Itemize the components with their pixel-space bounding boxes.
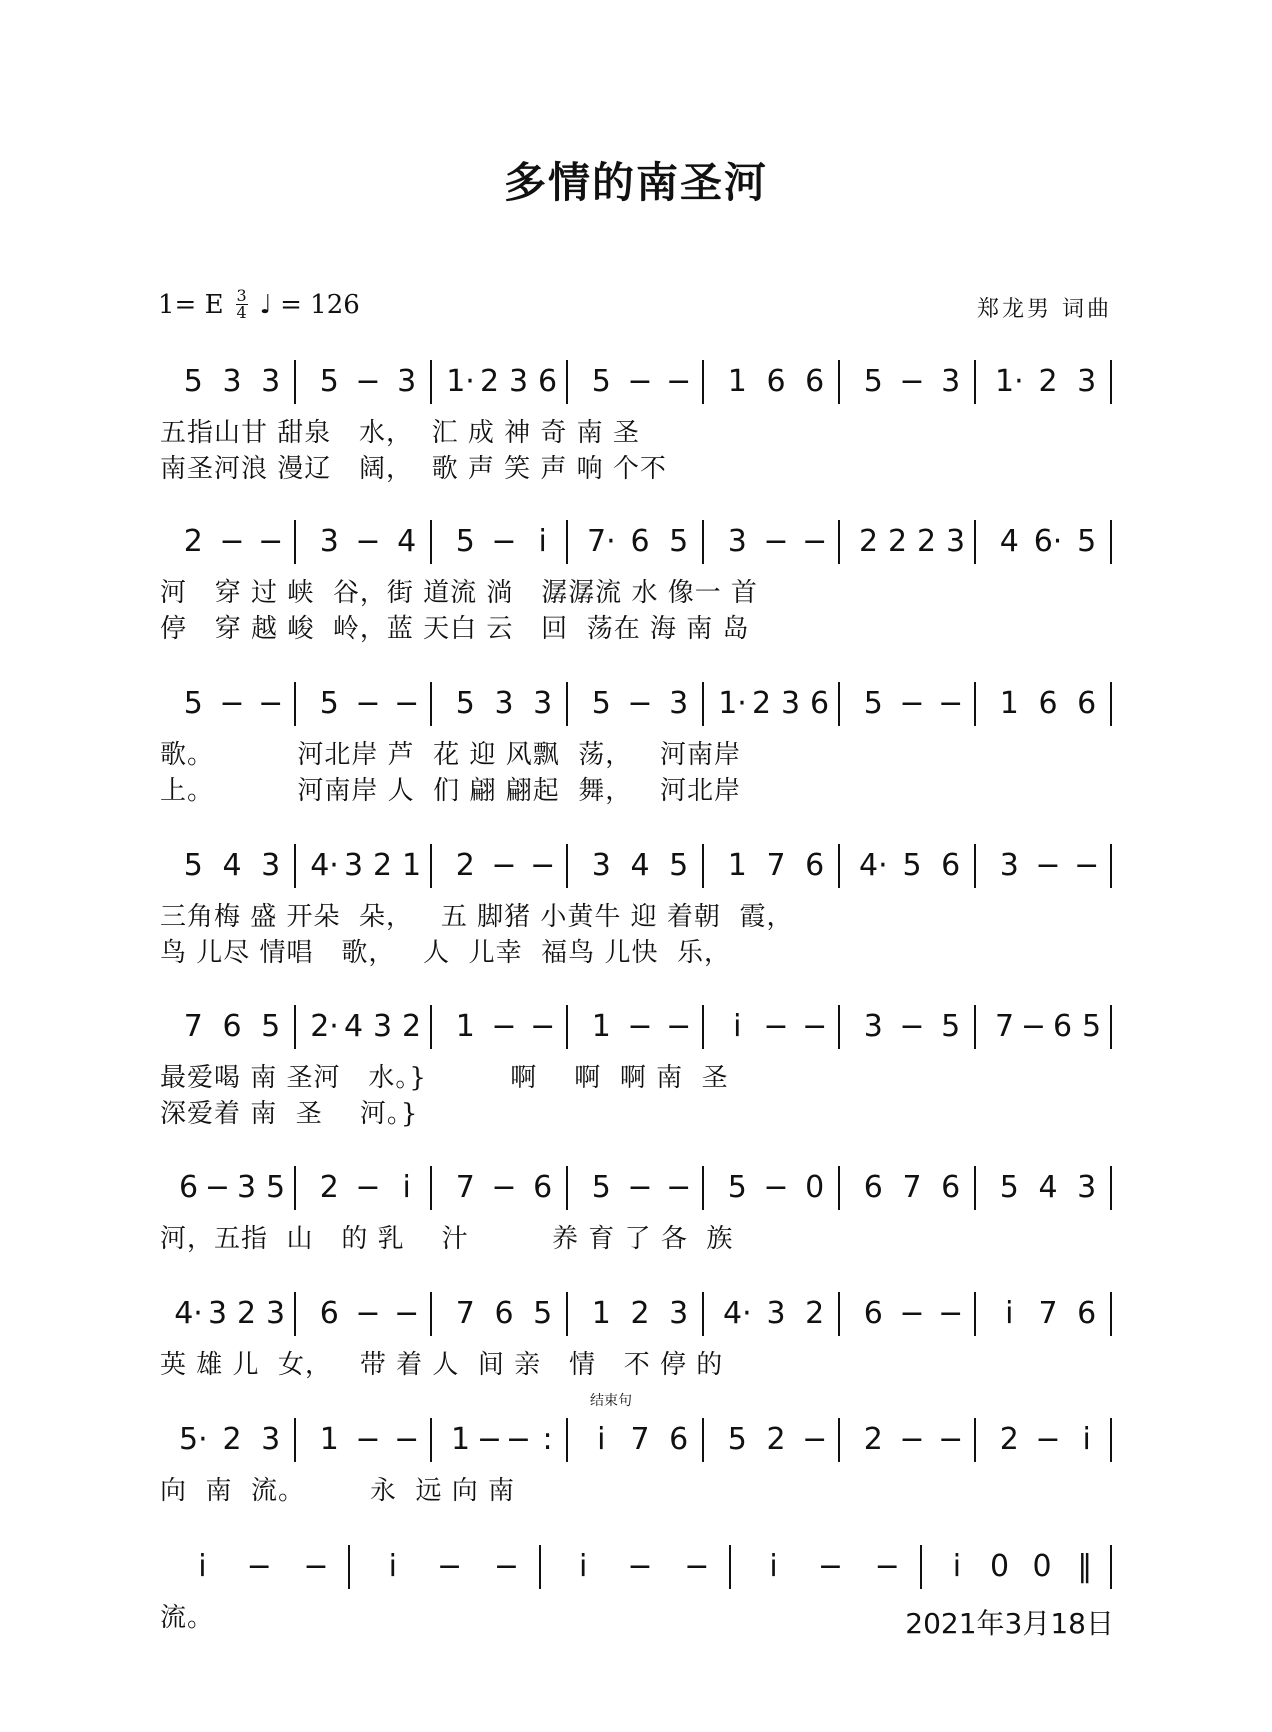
note-symbol: 5 xyxy=(727,1422,747,1457)
note-symbol: 2 xyxy=(401,1009,422,1044)
bar-line xyxy=(974,520,976,564)
note-symbol: 5 xyxy=(669,848,689,883)
note-symbol: 2 xyxy=(887,524,908,559)
note-symbol: − xyxy=(899,1009,925,1044)
note-symbol: i xyxy=(769,1549,778,1584)
bar-line xyxy=(294,682,296,726)
note-symbol: 5 xyxy=(941,1009,961,1044)
note-symbol: 5 xyxy=(183,364,203,399)
note-symbol: 5 xyxy=(183,848,203,883)
note-symbol: − xyxy=(355,364,381,399)
note-symbol: 5 xyxy=(1081,1009,1102,1044)
note-symbol: 3 xyxy=(261,1422,281,1457)
time-signature xyxy=(236,288,248,321)
note-symbol: 4 xyxy=(999,524,1019,559)
note-symbol: − xyxy=(1035,1422,1061,1457)
bar-line xyxy=(430,360,432,404)
note-symbol: − xyxy=(874,1549,900,1584)
note-symbol: 2 xyxy=(630,1296,650,1331)
note-symbol: 6 xyxy=(863,1296,883,1331)
note-symbol: 5 xyxy=(591,364,611,399)
note-symbol: 5 xyxy=(261,1009,281,1044)
note-symbol: i xyxy=(597,1422,606,1457)
note-symbol: 0 xyxy=(805,1170,825,1205)
note-symbol: 3 xyxy=(941,364,961,399)
bar-line xyxy=(1110,520,1112,564)
note-symbol: − xyxy=(355,524,381,559)
note-symbol: 2 xyxy=(751,686,772,721)
note-symbol: 5 xyxy=(455,686,475,721)
header-key-time-tempo xyxy=(158,288,360,321)
note-symbol: − xyxy=(437,1549,463,1584)
note-symbol: 5 xyxy=(727,1170,747,1205)
note-symbol: 1 xyxy=(591,1296,611,1331)
note-symbol: 3 xyxy=(494,686,514,721)
bar-line xyxy=(1110,1292,1112,1336)
note-symbol: 5 xyxy=(863,364,883,399)
lyric-line: 向 南 流。 永 远 向 南 xyxy=(160,1476,515,1506)
note-symbol: i xyxy=(388,1549,397,1584)
note-symbol: − xyxy=(666,1170,692,1205)
note-symbol: − xyxy=(1020,1009,1047,1044)
lyric-line: 停 穿 越 峻 岭，蓝 天白 云 回 荡在 海 南 岛 xyxy=(160,614,750,644)
note-symbol: 5 xyxy=(591,686,611,721)
note-symbol: − xyxy=(899,1296,925,1331)
note-symbol: 2 xyxy=(183,524,203,559)
bar-line xyxy=(294,1166,296,1210)
note-symbol: − xyxy=(666,364,692,399)
note-symbol: 6 xyxy=(178,1170,199,1205)
note-symbol: 5 xyxy=(319,686,339,721)
note-symbol: 4 xyxy=(343,1009,364,1044)
note-symbol: i xyxy=(402,1170,411,1205)
note-symbol: 1 xyxy=(450,1422,471,1457)
bar-line xyxy=(430,1418,432,1462)
note-symbol: − xyxy=(204,1170,231,1205)
note-symbol: 2 xyxy=(766,1422,786,1457)
note-symbol: 7· xyxy=(587,524,616,559)
bar-line xyxy=(430,1005,432,1049)
bar-line xyxy=(702,682,704,726)
song-title: 多情的南圣河 xyxy=(503,158,768,207)
note-symbol: − xyxy=(938,1296,964,1331)
lyric-line: 深爱着 南 圣 河。} xyxy=(160,1099,419,1129)
note-symbol: 2 xyxy=(455,848,475,883)
note-symbol: 6 xyxy=(809,686,830,721)
bar-line xyxy=(566,520,568,564)
bar-line xyxy=(838,520,840,564)
note-symbol: 3 xyxy=(945,524,966,559)
note-symbol: 3 xyxy=(533,686,553,721)
note-symbol: − xyxy=(394,1422,420,1457)
note-symbol: − xyxy=(394,686,420,721)
note-symbol: 3 xyxy=(727,524,747,559)
note-symbol: 3 xyxy=(222,364,242,399)
note-symbol: 4 xyxy=(630,848,650,883)
note-symbol: − xyxy=(1074,848,1100,883)
note-symbol: 2 xyxy=(479,364,500,399)
note-symbol: 6 xyxy=(533,1170,553,1205)
note-symbol: 3 xyxy=(780,686,801,721)
note-symbol: 2 xyxy=(863,1422,883,1457)
note-symbol: − xyxy=(491,848,517,883)
note-symbol: − xyxy=(491,1009,517,1044)
bar-line xyxy=(566,1418,568,1462)
tempo-marking: ♩ = 126 xyxy=(259,289,360,320)
note-symbol: 7 xyxy=(630,1422,650,1457)
bar-line xyxy=(566,1166,568,1210)
note-symbol: 4· xyxy=(859,848,888,883)
note-symbol: i xyxy=(579,1549,588,1584)
note-symbol: 6 xyxy=(319,1296,339,1331)
note-symbol: 6· xyxy=(1033,524,1063,559)
bar-line xyxy=(430,520,432,564)
lyric-line: 流。 xyxy=(160,1603,215,1633)
note-symbol: i xyxy=(1082,1422,1091,1457)
note-symbol: 3 xyxy=(766,1296,786,1331)
note-symbol: 3 xyxy=(591,848,611,883)
note-symbol: − xyxy=(394,1296,420,1331)
note-symbol: 3 xyxy=(236,1170,257,1205)
note-symbol: − xyxy=(219,686,245,721)
bar-line xyxy=(294,360,296,404)
note-symbol: 3 xyxy=(343,848,364,883)
bar-line xyxy=(838,844,840,888)
note-symbol: − xyxy=(1035,848,1061,883)
note-symbol: − xyxy=(763,524,789,559)
note-symbol: − xyxy=(666,1009,692,1044)
note-symbol: − xyxy=(355,1170,381,1205)
note-symbol: 6 xyxy=(941,1170,961,1205)
note-symbol: 3 xyxy=(319,524,339,559)
lyric-line: 上。 河南岸 人 们 翩 翩起 舞， 河北岸 xyxy=(160,776,742,806)
note-symbol: i xyxy=(1005,1296,1014,1331)
bar-line xyxy=(1110,1418,1112,1462)
bar-line xyxy=(974,1005,976,1049)
bar-line xyxy=(702,520,704,564)
note-symbol: 4 xyxy=(222,848,242,883)
note-symbol: 3 xyxy=(1077,1170,1097,1205)
notes-line xyxy=(160,1418,1112,1468)
note-symbol: 5· xyxy=(179,1422,208,1457)
note-symbol: 2 xyxy=(319,1170,339,1205)
note-symbol: 6 xyxy=(1077,1296,1097,1331)
note-symbol: − xyxy=(303,1549,329,1584)
lyric-line: 三角梅 盛 开朵 朵， 五 脚猪 小黄牛 迎 着朝 霞， xyxy=(160,902,794,932)
bar-line xyxy=(838,1418,840,1462)
bar-line xyxy=(1110,1545,1112,1589)
note-symbol: i xyxy=(952,1549,962,1584)
note-symbol: 3 xyxy=(207,1296,228,1331)
lyric-line: 河，五指 山 的 乳 汁 养 育 了 各 族 xyxy=(160,1224,734,1254)
note-symbol: 1· xyxy=(446,364,475,399)
bar-line xyxy=(838,1166,840,1210)
note-symbol: − xyxy=(938,686,964,721)
bar-line xyxy=(1110,844,1112,888)
bar-line xyxy=(702,1292,704,1336)
notes-line xyxy=(160,360,1112,410)
bar-line xyxy=(838,360,840,404)
note-symbol: 2 xyxy=(372,848,393,883)
note-symbol: 6 xyxy=(863,1170,883,1205)
note-symbol: − xyxy=(491,524,517,559)
bar-line xyxy=(566,1292,568,1336)
bar-line xyxy=(294,844,296,888)
note-symbol: − xyxy=(246,1549,272,1584)
bar-line xyxy=(729,1545,731,1589)
bar-line xyxy=(974,844,976,888)
note-symbol: 1· xyxy=(718,686,747,721)
bar-line xyxy=(974,682,976,726)
note-symbol: 7 xyxy=(455,1170,475,1205)
note-symbol: − xyxy=(258,524,284,559)
note-symbol: 5 xyxy=(902,848,922,883)
note-symbol: 6 xyxy=(222,1009,242,1044)
note-symbol: 2 xyxy=(858,524,879,559)
bar-line xyxy=(1110,1005,1112,1049)
note-symbol: − xyxy=(627,1009,653,1044)
note-symbol: 3 xyxy=(669,686,689,721)
note-symbol: 2 xyxy=(222,1422,242,1457)
bar-line xyxy=(430,1292,432,1336)
bar-line xyxy=(838,1005,840,1049)
note-symbol: 5 xyxy=(183,686,203,721)
bar-line xyxy=(430,1166,432,1210)
note-symbol: 2 xyxy=(999,1422,1019,1457)
note-symbol: − xyxy=(684,1549,710,1584)
note-symbol: − xyxy=(627,1170,653,1205)
bar-line xyxy=(702,360,704,404)
note-symbol: 3 xyxy=(261,848,281,883)
note-symbol: 1 xyxy=(727,364,747,399)
bar-line xyxy=(920,1545,922,1589)
note-symbol: 4 xyxy=(397,524,417,559)
note-symbol: 6 xyxy=(1077,686,1097,721)
note-symbol: − xyxy=(938,1422,964,1457)
note-symbol: 3 xyxy=(863,1009,883,1044)
bar-line xyxy=(702,844,704,888)
key-signature: 1= E xyxy=(158,289,224,320)
note-symbol: 0 xyxy=(1032,1549,1052,1584)
note-symbol: 5 xyxy=(1077,524,1097,559)
note-symbol: − xyxy=(802,1422,828,1457)
bar-line xyxy=(348,1545,350,1589)
note-symbol: − xyxy=(627,1549,653,1584)
note-symbol: − xyxy=(763,1009,789,1044)
notes-line xyxy=(160,1005,1112,1055)
note-symbol: 1 xyxy=(999,686,1019,721)
bar-line xyxy=(539,1545,541,1589)
note-symbol: i xyxy=(733,1009,742,1044)
note-symbol: 5 xyxy=(591,1170,611,1205)
date-stamp: 2021年3月18日 xyxy=(905,1607,1114,1640)
note-symbol: 2· xyxy=(310,1009,339,1044)
note-symbol: 3 xyxy=(669,1296,689,1331)
bar-line xyxy=(702,1418,704,1462)
bar-line xyxy=(974,1418,976,1462)
note-symbol: 1 xyxy=(455,1009,475,1044)
note-symbol: 1 xyxy=(401,848,422,883)
note-symbol: 6 xyxy=(630,524,650,559)
bar-line xyxy=(1110,682,1112,726)
note-symbol: − xyxy=(493,1549,519,1584)
coda-label: 结束句 xyxy=(590,1393,632,1409)
note-symbol: 3 xyxy=(261,364,281,399)
time-signature-top: 3 xyxy=(236,286,247,305)
note-symbol: 1· xyxy=(995,364,1024,399)
author-credit: 郑龙男 词曲 xyxy=(977,297,1112,322)
note-symbol: − xyxy=(355,686,381,721)
note-symbol: : xyxy=(542,1422,553,1457)
bar-line xyxy=(294,1005,296,1049)
note-symbol: − xyxy=(899,1422,925,1457)
note-symbol: 6 xyxy=(941,848,961,883)
note-symbol: 0 xyxy=(989,1549,1010,1584)
note-symbol: − xyxy=(817,1549,843,1584)
lyric-line: 最爱喝 南 圣河 水。} 啊 啊 啊 南 圣 xyxy=(160,1063,729,1093)
note-symbol: − xyxy=(476,1422,503,1457)
note-symbol: 6 xyxy=(1038,686,1058,721)
note-symbol: 7 xyxy=(183,1009,203,1044)
note-symbol: 3 xyxy=(265,1296,286,1331)
lyric-line: 河 穿 过 峡 谷，街 道流 淌 潺潺流 水 像一 首 xyxy=(160,578,758,608)
lyric-line: 五指山甘 甜泉 水， 汇 成 神 奇 南 圣 xyxy=(160,418,640,448)
bar-line xyxy=(566,360,568,404)
bar-line xyxy=(702,1005,704,1049)
note-symbol: 6 xyxy=(1052,1009,1073,1044)
notes-line xyxy=(160,844,1112,894)
lyric-line: 英 雄 儿 女， 带 着 人 间 亲 情 不 停 的 xyxy=(160,1350,724,1380)
note-symbol: − xyxy=(355,1422,381,1457)
note-symbol: 5 xyxy=(533,1296,553,1331)
note-symbol: 2 xyxy=(805,1296,825,1331)
note-symbol: − xyxy=(258,686,284,721)
note-symbol: 6 xyxy=(805,848,825,883)
bar-line xyxy=(566,844,568,888)
note-symbol: 7 xyxy=(902,1170,922,1205)
lyric-line: 鸟 儿尽 情唱 歌， 人 儿幸 福鸟 儿快 乐， xyxy=(160,938,731,968)
bar-line xyxy=(566,1005,568,1049)
bar-line xyxy=(294,1292,296,1336)
notes-line xyxy=(160,1545,1112,1595)
bar-line xyxy=(974,1292,976,1336)
note-symbol: 1 xyxy=(591,1009,611,1044)
note-symbol: 7 xyxy=(766,848,786,883)
note-symbol: − xyxy=(802,1009,828,1044)
bar-line xyxy=(294,1418,296,1462)
note-symbol: 6 xyxy=(494,1296,514,1331)
note-symbol: − xyxy=(355,1296,381,1331)
note-symbol: 2 xyxy=(916,524,937,559)
bar-line xyxy=(430,682,432,726)
bar-line xyxy=(1110,1166,1112,1210)
note-symbol: 6 xyxy=(669,1422,689,1457)
note-symbol: 6 xyxy=(766,364,786,399)
notes-line xyxy=(160,1166,1112,1216)
note-symbol: i xyxy=(538,524,547,559)
note-symbol: 5 xyxy=(319,364,339,399)
note-symbol: 5 xyxy=(455,524,475,559)
bar-line xyxy=(294,520,296,564)
note-symbol: − xyxy=(505,1422,532,1457)
bar-line xyxy=(838,682,840,726)
bar-line xyxy=(430,844,432,888)
note-symbol: − xyxy=(219,524,245,559)
note-symbol: − xyxy=(530,848,556,883)
note-symbol: 6 xyxy=(537,364,558,399)
note-symbol: i xyxy=(198,1549,207,1584)
note-symbol: 7 xyxy=(994,1009,1015,1044)
note-symbol: 2 xyxy=(236,1296,257,1331)
lyric-line: 歌。 河北岸 芦 花 迎 风飘 荡， 河南岸 xyxy=(160,740,742,770)
time-signature-bottom: 4 xyxy=(236,303,247,322)
bar-line xyxy=(974,1166,976,1210)
bar-line xyxy=(566,682,568,726)
note-symbol: − xyxy=(530,1009,556,1044)
note-symbol: 5 xyxy=(669,524,689,559)
note-symbol: 1 xyxy=(319,1422,339,1457)
note-symbol: − xyxy=(899,364,925,399)
bar-line xyxy=(1110,360,1112,404)
notes-line xyxy=(160,520,1112,570)
notes-line xyxy=(160,682,1112,732)
note-symbol: 5 xyxy=(265,1170,286,1205)
note-symbol: 6 xyxy=(805,364,825,399)
note-symbol: 3 xyxy=(1077,364,1097,399)
note-symbol: − xyxy=(899,686,925,721)
bar-line xyxy=(974,360,976,404)
note-symbol: 4 xyxy=(1038,1170,1058,1205)
note-symbol: − xyxy=(627,364,653,399)
note-symbol: 4· xyxy=(723,1296,752,1331)
bar-line xyxy=(702,1166,704,1210)
note-symbol: 3 xyxy=(999,848,1019,883)
note-symbol: 3 xyxy=(372,1009,393,1044)
note-symbol: 5 xyxy=(999,1170,1019,1205)
note-symbol: 7 xyxy=(1038,1296,1058,1331)
notes-line xyxy=(160,1292,1112,1342)
note-symbol: − xyxy=(763,1170,789,1205)
note-symbol: − xyxy=(627,686,653,721)
note-symbol: 5 xyxy=(863,686,883,721)
note-symbol: ‖ xyxy=(1077,1549,1093,1584)
note-symbol: 4· xyxy=(310,848,339,883)
lyric-line: 南圣河浪 漫辽 阔， 歌 声 笑 声 响 个不 xyxy=(160,454,667,484)
note-symbol: 3 xyxy=(397,364,417,399)
note-symbol: 7 xyxy=(455,1296,475,1331)
note-symbol: − xyxy=(491,1170,517,1205)
note-symbol: 3 xyxy=(508,364,529,399)
note-symbol: − xyxy=(802,524,828,559)
note-symbol: 4· xyxy=(174,1296,203,1331)
bar-line xyxy=(838,1292,840,1336)
note-symbol: 2 xyxy=(1038,364,1058,399)
note-symbol: 1 xyxy=(727,848,747,883)
